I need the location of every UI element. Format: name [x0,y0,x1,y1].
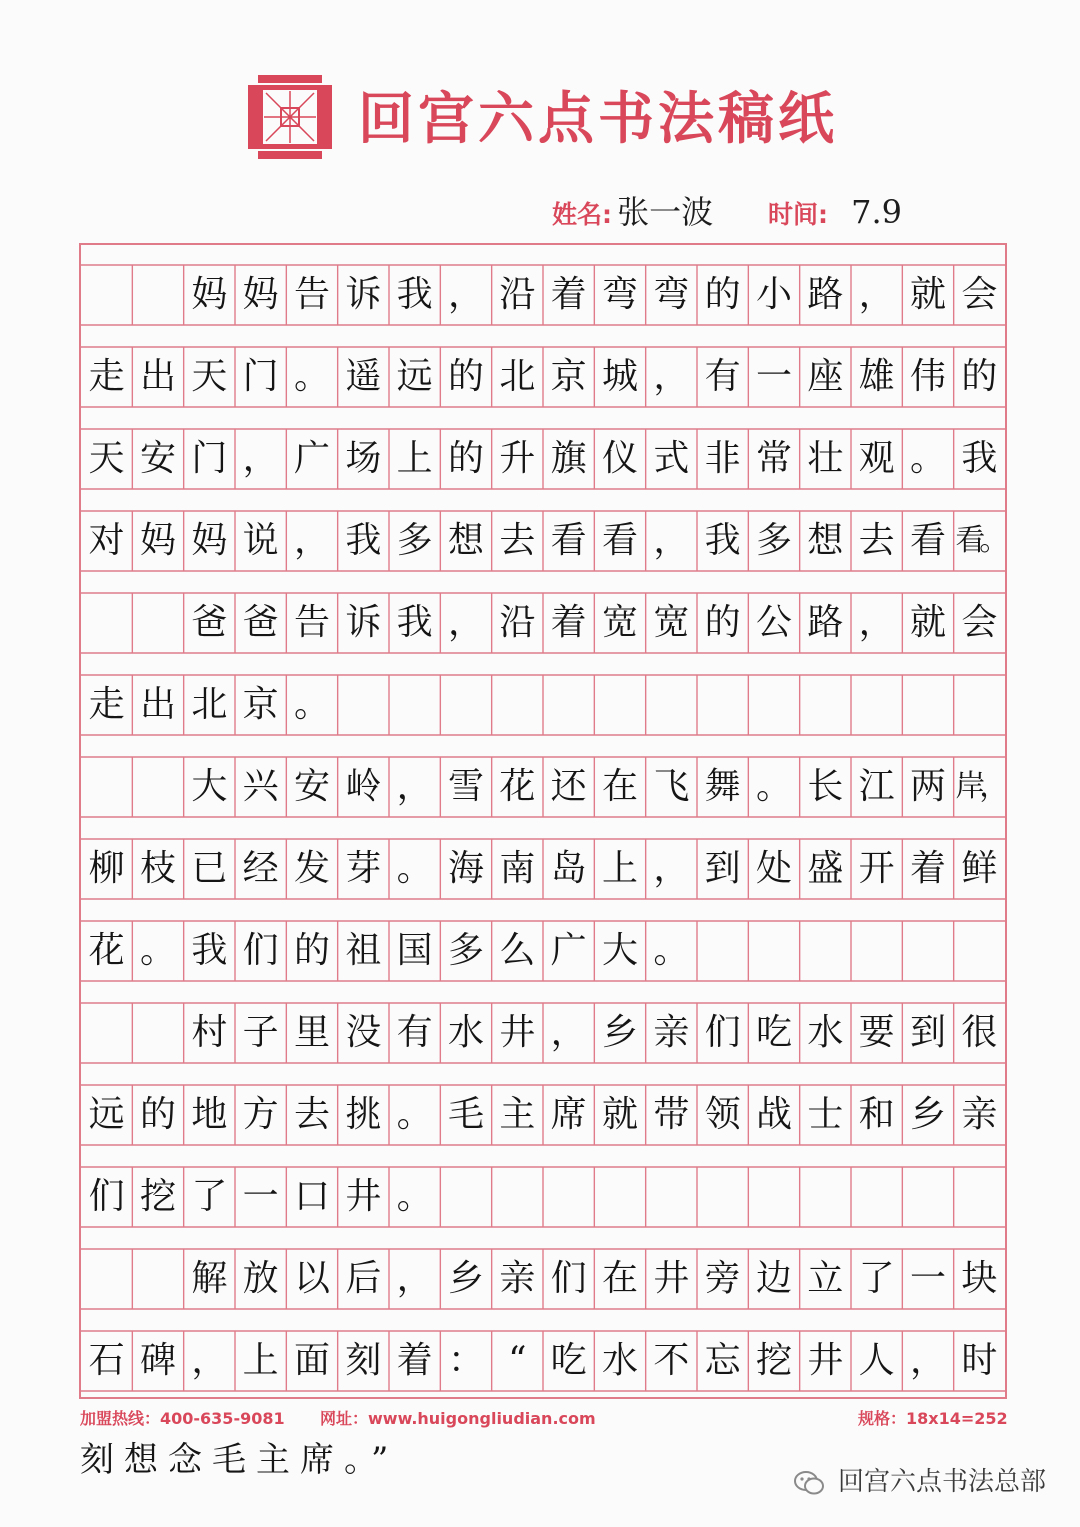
grid-row [81,1167,1009,1227]
grid-cell: 非 [704,438,741,479]
grid-cell: 鲜 [961,848,998,889]
grid-cell: 。 [293,356,330,397]
grid-cell [81,1249,132,1309]
grid-row [81,921,1009,981]
grid-cell: 雄 [858,356,895,397]
grid-row [81,1249,1009,1309]
grid-cell: 公 [755,602,792,643]
grid-cell: 场 [345,438,382,479]
grid-row [81,675,1009,735]
grid-cell [132,1249,183,1309]
grid-cell: 壮 [807,438,844,479]
grid-cell: 和 [858,1094,895,1135]
grid-row [81,511,1009,571]
grid-cell: 会 [961,274,998,315]
grid-cell: ， [396,1258,433,1299]
grid-cell: 多 [396,520,433,561]
grid-cell: 已 [191,848,228,889]
grid-cell: 发 [293,848,330,889]
grid-cell: 不 [653,1340,690,1381]
grid-cell: 看 [909,520,946,561]
grid-cell: 着 [396,1340,433,1381]
grid-cell: 妈 [191,520,228,561]
grid-cell: 开 [858,848,895,889]
grid-cell [440,1167,491,1227]
grid-cell [132,1003,183,1063]
grid-cell: 。 [755,766,792,807]
grid-row [81,1331,1009,1391]
grid-cell: 亲 [961,1094,998,1135]
grid-cell [697,675,748,735]
grid-cell: 们 [242,930,279,971]
grid-cell: 芽 [345,848,382,889]
grid-cell: 诉 [345,602,382,643]
grid-cell: ， [293,520,330,561]
grid-cell: 井 [345,1176,382,1217]
grid-cell: 吃 [550,1340,587,1381]
grid-cell: 我 [396,274,433,315]
grid-row [81,757,1009,817]
grid-cell: 了 [191,1176,228,1217]
grid-cell: 宽 [653,602,690,643]
grid-cell: 时 [961,1340,998,1381]
grid-cell: 多 [755,520,792,561]
grid-cell [543,1167,594,1227]
grid-cell: 小 [755,274,792,315]
grid-cell: 到 [704,848,741,889]
grid-cell: 岸， [955,769,1004,804]
grid-cell: ， [653,356,690,397]
grid-cell: 。 [396,1094,433,1135]
grid-cell: 飞 [653,766,690,807]
grid-cell: ， [858,274,895,315]
grid-cell: 处 [755,848,792,889]
grid-cell: 常 [755,438,792,479]
grid-cell: 我 [961,438,998,479]
grid-cell: 里 [293,1012,330,1053]
grid-cell: 一 [242,1176,279,1217]
overflow-handwriting: 刻想念毛主席。” [80,1440,399,1480]
grid-cell: 井 [499,1012,536,1053]
grid-cell [132,265,183,325]
grid-cell: 立 [807,1258,844,1299]
grid-cell: 的 [704,602,741,643]
grid-cell: ， [447,602,484,643]
grid-cell: 弯 [653,274,690,315]
grid-cell: 毛 [447,1094,484,1135]
grid-cell: 还 [550,766,587,807]
grid-cell: 上 [396,438,433,479]
grid-cell: 去 [499,520,536,561]
grid-cell [697,921,748,981]
grid-cell: 升 [499,438,536,479]
grid-cell: 放 [242,1258,279,1299]
grid-cell: 去 [858,520,895,561]
grid-cell: 想 [447,520,484,561]
grid-cell: 安 [293,766,330,807]
grid-cell: “ [508,1340,527,1381]
grid-cell: 带 [653,1094,690,1135]
grid-cell: 士 [807,1094,844,1135]
grid-row [81,593,1009,653]
grid-cell: 妈 [139,520,176,561]
grid-cell: 。 [396,1176,433,1217]
grid-cell: 。 [139,930,176,971]
name-value: 张一波 [617,193,714,231]
grid-cell: 乡 [447,1258,484,1299]
grid-cell [800,1167,851,1227]
grid-cell: 方 [242,1094,279,1135]
grid-cell: 。 [293,684,330,725]
grid-cell [697,1167,748,1227]
grid-cell: ， [653,520,690,561]
grid-cell: 着 [550,274,587,315]
grid-cell: 人 [858,1340,895,1381]
grid-cell [81,593,132,653]
wechat-icon [794,1470,824,1496]
grid-cell [902,675,953,735]
grid-cell: 井 [653,1258,690,1299]
grid-cell: 席 [550,1094,587,1135]
grid-cell: 在 [601,766,638,807]
grid-cell: 战 [755,1094,792,1135]
grid-cell [81,1003,132,1063]
grid-cell: 井 [807,1340,844,1381]
brand-title: 回宫六点书法稿纸 [358,87,838,152]
account-watermark [794,1462,1046,1502]
grid-cell [851,675,902,735]
grid-cell: 北 [499,356,536,397]
grid-cell [800,675,851,735]
grid-cell: 我 [345,520,382,561]
grid-row [81,839,1009,899]
grid-cell: 座 [807,356,844,397]
grid-cell: 大 [191,766,228,807]
grid-cell [492,675,543,735]
grid-cell [492,1167,543,1227]
grid-cell: 们 [88,1176,125,1217]
grid-cell: 忘 [704,1340,741,1381]
grid-cell: 一 [755,356,792,397]
grid-cell: 枝 [139,848,176,889]
grid-cell: 旁 [704,1258,741,1299]
website-text: 网址：www.huigongliudian.com [320,1409,596,1428]
grid-cell: 了 [858,1258,895,1299]
grid-cell [132,593,183,653]
grid-cell: 的 [447,356,484,397]
grid-cell: ， [653,848,690,889]
grid-cell [594,675,645,735]
grid-cell: 我 [704,520,741,561]
grid-cell: 挖 [755,1340,792,1381]
grid-cell: 就 [909,274,946,315]
grid-cell: ， [396,766,433,807]
grid-cell: 没 [345,1012,382,1053]
grid-cell: 诉 [345,274,382,315]
grid-cell: 告 [293,602,330,643]
grid-cell: 安 [139,438,176,479]
grid-cell: 看。 [955,523,1004,558]
grid-cell: 出 [139,356,176,397]
grid-cell [851,921,902,981]
grid-cell: 盛 [807,848,844,889]
grid-cell: 花 [499,766,536,807]
grid-cell: 在 [601,1258,638,1299]
grid-row [81,429,1009,489]
grid-cell: 的 [447,438,484,479]
grid-cell: 路 [807,602,844,643]
grid-cell: 舞 [704,766,741,807]
grid-lines [81,245,1009,1401]
grid-cell: 观 [858,438,895,479]
grid-row [81,1085,1009,1145]
grid-cell: 上 [242,1340,279,1381]
grid-cell: 碑 [139,1340,176,1381]
grid-cell [954,675,1005,735]
grid-cell: 沿 [499,274,536,315]
grid-cell [132,757,183,817]
grid-cell: 伟 [909,356,946,397]
grid-cell: 有 [704,356,741,397]
grid-cell: 水 [807,1012,844,1053]
grid-cell: ， [909,1340,946,1381]
grid-spec-text: 规格：18x14=252 [858,1409,1008,1428]
grid-cell [748,675,799,735]
grid-cell: 刻 [345,1340,382,1381]
grid-cell: 爸 [191,602,228,643]
grid-cell [748,1167,799,1227]
grid-cell: 子 [242,1012,279,1053]
grid-cell: 沿 [499,602,536,643]
grid-cell: 以 [293,1258,330,1299]
grid-cell: 很 [961,1012,998,1053]
grid-cell: 长 [807,766,844,807]
grid-cell: 仪 [601,438,638,479]
grid-cell [81,265,132,325]
grid-cell [800,921,851,981]
grid-cell: 口 [293,1176,330,1217]
grid-cell: 就 [909,602,946,643]
grid-cell: 挖 [139,1176,176,1217]
grid-cell [646,1167,697,1227]
grid-cell: ， [242,438,279,479]
grid-cell: 看 [550,520,587,561]
grid-cell: 吃 [755,1012,792,1053]
grid-cell: 会 [961,602,998,643]
grid-cell: 的 [139,1094,176,1135]
grid-cell [389,675,440,735]
grid-cell: 到 [909,1012,946,1053]
grid-cell: 们 [550,1258,587,1299]
grid-cell [954,921,1005,981]
time-field [768,190,902,234]
grid-cell: 亲 [499,1258,536,1299]
grid-cell: 走 [88,684,125,725]
grid-cell: 式 [653,438,690,479]
grid-cell: 有 [396,1012,433,1053]
grid-cell: 宽 [601,602,638,643]
grid-cell: 广 [293,438,330,479]
grid-cell: 水 [601,1340,638,1381]
grid-cell [902,1167,953,1227]
grid-row [81,265,1009,325]
grid-cell: 水 [447,1012,484,1053]
grid-cell: 远 [396,356,433,397]
grid-cell: 遥 [345,356,382,397]
grid-cell: ： [447,1340,484,1381]
grid-cell: 天 [191,356,228,397]
grid-cell: 柳 [88,848,125,889]
grid-cell: 多 [447,930,484,971]
grid-cell: ， [858,602,895,643]
grid-cell: 主 [499,1094,536,1135]
grid-cell: 国 [396,930,433,971]
grid-cell: 的 [961,356,998,397]
grid-row [81,1003,1009,1063]
grid-row [81,347,1009,407]
grid-cell: 们 [704,1012,741,1053]
grid-cell: 妈 [191,274,228,315]
grid-cell: 弯 [601,274,638,315]
grid-cell: 雪 [447,766,484,807]
grid-cell: 门 [242,356,279,397]
grid-cell: 京 [242,684,279,725]
grid-cell [851,1167,902,1227]
grid-cell [81,757,132,817]
grid-cell: 乡 [601,1012,638,1053]
grid-cell: 天 [88,438,125,479]
grid-cell [954,1167,1005,1227]
grid-cell: 经 [242,848,279,889]
grid-cell: 江 [858,766,895,807]
grid-cell: 的 [293,930,330,971]
grid-cell: 边 [755,1258,792,1299]
grid-cell [748,921,799,981]
grid-cell: 要 [858,1012,895,1053]
grid-cell: 村 [191,1012,228,1053]
time-label: 时间: [768,200,828,229]
grid-cell: 就 [601,1094,638,1135]
grid-cell: ， [447,274,484,315]
grid-cell: 远 [88,1094,125,1135]
grid-cell: 乡 [909,1094,946,1135]
grid-cell: 我 [396,602,433,643]
grid-cell [543,675,594,735]
grid-cell: 。 [909,438,946,479]
grid-cell: 的 [704,274,741,315]
grid-cell: 出 [139,684,176,725]
grid-cell: 京 [550,356,587,397]
grid-cell: 告 [293,274,330,315]
grid-cell: 祖 [345,930,382,971]
grid-cell: 领 [704,1094,741,1135]
grid-cell: 去 [293,1094,330,1135]
grid-cell: 广 [550,930,587,971]
name-label: 姓名: [552,200,612,229]
grid-cell: 地 [191,1094,228,1135]
grid-cell: 妈 [242,274,279,315]
grid-cell: 我 [191,930,228,971]
grid-cell: 爸 [242,602,279,643]
grid-cell: 。 [396,848,433,889]
grid-cell: ， [191,1340,228,1381]
grid-cell: 南 [499,848,536,889]
grid-cell: 北 [191,684,228,725]
grid-cell [902,921,953,981]
grid-cell: 门 [191,438,228,479]
grid-cell: 着 [550,602,587,643]
grid-cell: 花 [88,930,125,971]
grid-cell: 面 [293,1340,330,1381]
grid-cell: 一 [909,1258,946,1299]
grid-cell: 石 [88,1340,125,1381]
grid-cell: 。 [653,930,690,971]
grid-cell [440,675,491,735]
grid-cell: ， [550,1012,587,1053]
brand-logo [248,75,332,159]
grid-cell [338,675,389,735]
grid-cell: 路 [807,274,844,315]
grid-cell: 岛 [550,848,587,889]
grid-cell [646,675,697,735]
grid-cell: 海 [447,848,484,889]
grid-cell: 对 [88,520,125,561]
tianzige-logo-icon [248,75,332,159]
grid-cell: 么 [499,930,536,971]
time-value: 7.9 [851,193,902,231]
grid-cell: 想 [807,520,844,561]
grid-cell: 大 [601,930,638,971]
name-field [552,190,713,234]
grid-cell: 块 [961,1258,998,1299]
grid-cell: 亲 [653,1012,690,1053]
grid-cell: 看 [601,520,638,561]
grid-cell: 后 [345,1258,382,1299]
grid-cell: 上 [601,848,638,889]
grid-cell: 走 [88,356,125,397]
writing-grid [79,243,1007,1399]
grid-cell [594,1167,645,1227]
watermark-text: 回宫六点书法总部 [837,1467,1046,1497]
grid-cell: 兴 [242,766,279,807]
grid-cell: 解 [191,1258,228,1299]
grid-cell: 两 [909,766,946,807]
grid-cell: 说 [242,520,279,561]
hotline-text: 加盟热线：400-635-9081 [80,1409,285,1428]
paper-header [0,0,1080,240]
grid-cell: 旗 [550,438,587,479]
grid-cell: 城 [601,356,638,397]
grid-cell: 岭 [345,766,382,807]
grid-cell: 着 [909,848,946,889]
grid-cell: 挑 [345,1094,382,1135]
